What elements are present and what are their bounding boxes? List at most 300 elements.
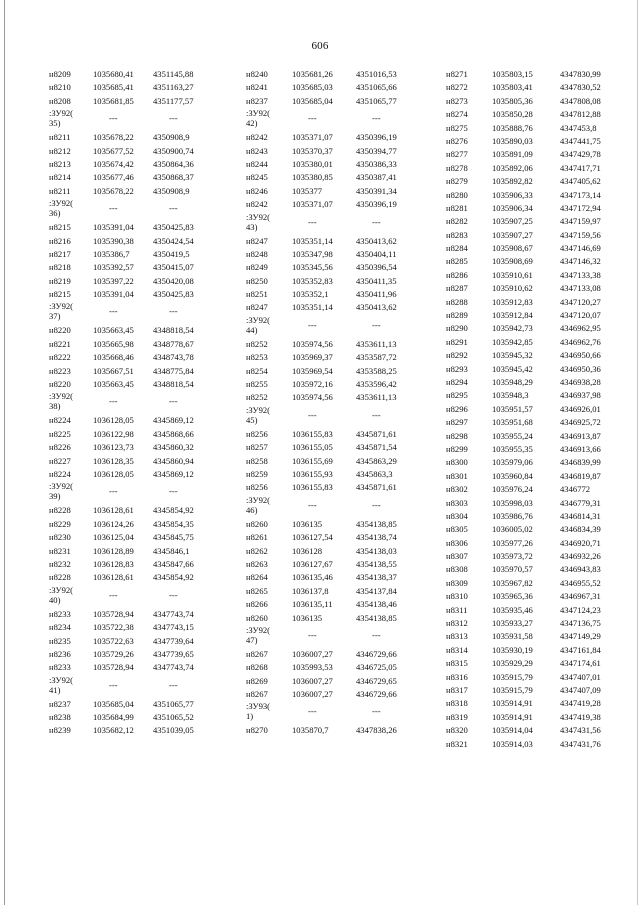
x-coordinate: 1035965,36: [492, 591, 533, 602]
point-row: [446, 122, 636, 135]
point-row: [446, 162, 636, 175]
point-row: [246, 378, 441, 391]
y-coordinate: 4347124,23: [560, 604, 601, 615]
point-row: [246, 198, 441, 211]
y-coordinate: ---: [372, 409, 381, 420]
point-row: [49, 288, 234, 301]
x-coordinate: 1036128,89: [93, 545, 134, 556]
x-coordinate: 1036127,67: [292, 558, 333, 569]
point-row: [49, 621, 234, 634]
point-label: н8284: [446, 243, 468, 254]
point-label: н8269: [246, 675, 268, 686]
point-label: н8216: [49, 235, 71, 246]
point-label: н8248: [246, 248, 268, 259]
y-coordinate: 4350396,19: [356, 132, 397, 143]
y-coordinate: 4347417,71: [560, 162, 601, 173]
point-row: [446, 189, 636, 202]
point-label: н8233: [49, 662, 71, 673]
parcel-label: :ЗУ92( 39): [49, 481, 74, 502]
point-label: н8250: [246, 275, 268, 286]
point-row: [446, 349, 636, 362]
point-label: н8287: [446, 283, 468, 294]
x-coordinate: 1035955,24: [492, 430, 533, 441]
point-row: [246, 248, 441, 261]
point-label: н8313: [446, 631, 468, 642]
point-label: н8263: [246, 558, 268, 569]
point-row: [446, 550, 636, 563]
point-label: н8224: [49, 415, 71, 426]
y-coordinate: ---: [372, 499, 381, 510]
y-coordinate: 4348818,54: [153, 325, 194, 336]
point-row: [446, 376, 636, 389]
point-label: н8249: [246, 262, 268, 273]
point-label: н8209: [49, 69, 71, 79]
y-coordinate: 4346955,52: [560, 577, 601, 588]
y-coordinate: 4350387,41: [356, 172, 397, 183]
y-coordinate: 4347419,28: [560, 698, 601, 709]
point-label: н8301: [446, 470, 468, 481]
y-coordinate: 4348818,54: [153, 379, 194, 390]
y-coordinate: 4350908,9: [153, 185, 190, 196]
y-coordinate: 4348743,78: [153, 352, 194, 363]
coordinates-column-2: [246, 68, 441, 738]
point-label: н8259: [246, 468, 268, 479]
x-coordinate: 1036135,11: [292, 599, 333, 610]
x-coordinate: 1035391,04: [93, 289, 134, 300]
point-label: н8230: [49, 532, 71, 543]
point-row: [446, 563, 636, 576]
y-coordinate: 4348778,67: [153, 338, 194, 349]
point-row: [446, 148, 636, 161]
x-coordinate: 1036128,83: [93, 558, 134, 569]
parcel-header-row: [49, 108, 234, 131]
y-coordinate: 4346729,66: [356, 689, 397, 700]
point-label: н8297: [446, 417, 468, 428]
point-label: н8253: [246, 352, 268, 363]
y-coordinate: ---: [169, 486, 178, 497]
point-label: н8305: [446, 524, 468, 535]
parcel-label: :ЗУ92( 36): [49, 198, 74, 219]
point-row: [446, 537, 636, 550]
point-row: [446, 68, 636, 81]
point-row: [49, 504, 234, 517]
x-coordinate: 1035870,7: [292, 725, 329, 736]
x-coordinate: ---: [308, 113, 317, 124]
point-label: н8268: [246, 662, 268, 673]
y-coordinate: 4347149,29: [560, 631, 601, 642]
y-coordinate: 4351065,52: [153, 712, 194, 723]
x-coordinate: 1035667,51: [93, 365, 134, 376]
point-row: [246, 235, 441, 248]
x-coordinate: 1035907,25: [492, 216, 533, 227]
y-coordinate: 4350411,96: [356, 289, 397, 300]
y-coordinate: ---: [169, 113, 178, 124]
point-row: [446, 443, 636, 456]
page-edge-right: [637, 0, 638, 905]
point-label: н8218: [49, 262, 71, 273]
point-row: [49, 275, 234, 288]
point-row: [49, 648, 234, 661]
parcel-label: :ЗУ92( 47): [246, 624, 271, 645]
point-row: [446, 269, 636, 282]
point-label: н8241: [246, 82, 268, 93]
y-coordinate: 4350396,19: [356, 199, 397, 210]
y-coordinate: 4347159,97: [560, 216, 601, 227]
point-row: [49, 95, 234, 108]
x-coordinate: 1035931,58: [492, 631, 533, 642]
x-coordinate: 1035380,01: [292, 158, 333, 169]
y-coordinate: 4346967,31: [560, 591, 601, 602]
x-coordinate: 1036155,93: [292, 468, 333, 479]
y-coordinate: 4345845,75: [153, 532, 194, 543]
point-label: н8219: [49, 275, 71, 286]
x-coordinate: 1035910,61: [492, 269, 533, 280]
y-coordinate: 4353611,13: [356, 338, 397, 349]
y-coordinate: 4345854,92: [153, 505, 194, 516]
x-coordinate: 1035915,79: [492, 684, 533, 695]
x-coordinate: 1036125,04: [93, 532, 134, 543]
point-row: [446, 711, 636, 724]
y-coordinate: 4350900,74: [153, 145, 194, 156]
x-coordinate: 1035668,46: [93, 352, 134, 363]
x-coordinate: ---: [308, 409, 317, 420]
x-coordinate: 1035803,15: [492, 69, 533, 79]
point-row: [49, 324, 234, 337]
y-coordinate: 4346779,31: [560, 497, 601, 508]
point-label: н8210: [49, 82, 71, 93]
point-label: н8288: [446, 296, 468, 307]
point-label: н8215: [49, 289, 71, 300]
point-label: н8247: [246, 235, 268, 246]
point-label: н8316: [446, 671, 468, 682]
x-coordinate: 1035678,22: [93, 185, 134, 196]
y-coordinate: 4345846,1: [153, 545, 190, 556]
x-coordinate: ---: [308, 499, 317, 510]
point-label: н8271: [446, 69, 468, 79]
x-coordinate: 1035945,32: [492, 350, 533, 361]
point-label: н8242: [246, 199, 268, 210]
y-coordinate: 4345860,94: [153, 455, 194, 466]
point-label: н8217: [49, 248, 71, 259]
point-row: [246, 338, 441, 351]
x-coordinate: 1035914,91: [492, 698, 533, 709]
point-label: н8302: [446, 484, 468, 495]
point-row: [246, 68, 441, 81]
x-coordinate: 1036155,83: [292, 428, 333, 439]
y-coordinate: 4350424,54: [153, 235, 194, 246]
point-label: н8221: [49, 338, 71, 349]
y-coordinate: 4353588,25: [356, 365, 397, 376]
y-coordinate: 4354138,03: [356, 545, 397, 556]
y-coordinate: 4351065,77: [153, 698, 194, 709]
parcel-header-row: [246, 495, 441, 518]
x-coordinate: 1035951,68: [492, 417, 533, 428]
point-label: н8321: [446, 738, 468, 749]
point-row: [49, 635, 234, 648]
y-coordinate: 4350868,37: [153, 172, 194, 183]
point-row: [246, 288, 441, 301]
x-coordinate: 1035352,83: [292, 275, 333, 286]
point-label: н8274: [446, 109, 468, 120]
x-coordinate: ---: [109, 589, 118, 600]
point-row: [246, 518, 441, 531]
point-label: н8278: [446, 162, 468, 173]
x-coordinate: 1035945,42: [492, 363, 533, 374]
point-row: [246, 661, 441, 674]
x-coordinate: 1035681,85: [93, 95, 134, 106]
point-row: [246, 455, 441, 468]
point-label: н8276: [446, 135, 468, 146]
parcel-label: :ЗУ92( 40): [49, 584, 74, 605]
y-coordinate: 4350413,62: [356, 235, 397, 246]
point-label: н8291: [446, 336, 468, 347]
x-coordinate: 1036123,73: [93, 442, 134, 453]
y-coordinate: 4351145,88: [153, 69, 194, 79]
point-row: [446, 416, 636, 429]
point-label: н8272: [446, 82, 468, 93]
point-row: [446, 671, 636, 684]
y-coordinate: 4350394,77: [356, 145, 397, 156]
y-coordinate: 4347419,38: [560, 711, 601, 722]
point-label: н8283: [446, 229, 468, 240]
point-row: [446, 644, 636, 657]
y-coordinate: 4347431,76: [560, 738, 601, 749]
point-label: н8244: [246, 158, 268, 169]
point-row: [446, 296, 636, 309]
point-row: [446, 697, 636, 710]
point-label: н8239: [49, 725, 71, 736]
point-label: н8211: [49, 185, 71, 196]
point-row: [49, 545, 234, 558]
y-coordinate: 4347431,56: [560, 725, 601, 736]
x-coordinate: 1035390,38: [93, 235, 134, 246]
x-coordinate: ---: [109, 113, 118, 124]
x-coordinate: 1035915,79: [492, 671, 533, 682]
point-row: [446, 389, 636, 402]
point-row: [446, 483, 636, 496]
x-coordinate: 1035682,12: [93, 725, 134, 736]
x-coordinate: 1035803,41: [492, 82, 533, 93]
x-coordinate: 1035371,07: [292, 199, 333, 210]
point-row: [446, 255, 636, 268]
x-coordinate: ---: [109, 396, 118, 407]
point-label: н8270: [246, 725, 268, 736]
x-coordinate: 1035663,45: [93, 379, 134, 390]
x-coordinate: 1035929,29: [492, 658, 533, 669]
point-label: н8299: [446, 443, 468, 454]
point-row: [446, 215, 636, 228]
parcel-label: :ЗУ92( 42): [246, 108, 271, 129]
x-coordinate: 1035386,7: [93, 248, 130, 259]
y-coordinate: 4346925,72: [560, 417, 601, 428]
x-coordinate: ---: [109, 306, 118, 317]
point-row: [246, 545, 441, 558]
y-coordinate: 4347743,74: [153, 662, 194, 673]
y-coordinate: 4346819,87: [560, 470, 601, 481]
point-row: [246, 688, 441, 701]
x-coordinate: 1035351,14: [292, 302, 333, 313]
point-row: [446, 523, 636, 536]
y-coordinate: 4350908,9: [153, 132, 190, 143]
y-coordinate: 4345871,54: [356, 442, 397, 453]
x-coordinate: 1036128,61: [93, 505, 134, 516]
x-coordinate: 1035665,98: [93, 338, 134, 349]
point-row: [49, 235, 234, 248]
y-coordinate: 4347429,78: [560, 149, 601, 160]
y-coordinate: 4345854,35: [153, 518, 194, 529]
point-label: н8318: [446, 698, 468, 709]
point-row: [446, 282, 636, 295]
y-coordinate: 4354138,85: [356, 612, 397, 623]
y-coordinate: 4347453,8: [560, 122, 597, 133]
point-row: [246, 185, 441, 198]
y-coordinate: 4346913,66: [560, 443, 601, 454]
y-coordinate: 4347830,99: [560, 69, 601, 79]
point-label: н8281: [446, 202, 468, 213]
y-coordinate: 4346938,28: [560, 376, 601, 387]
point-label: н8236: [49, 648, 71, 659]
point-row: [246, 724, 441, 737]
x-coordinate: ---: [308, 216, 317, 227]
point-label: н8254: [246, 365, 268, 376]
point-row: [446, 724, 636, 737]
y-coordinate: 4351163,27: [153, 82, 194, 93]
point-row: [446, 738, 636, 751]
x-coordinate: 1035912,83: [492, 296, 533, 307]
point-label: н8300: [446, 457, 468, 468]
y-coordinate: 4347173,14: [560, 189, 601, 200]
y-coordinate: 4354138,85: [356, 518, 397, 529]
point-label: н8208: [49, 95, 71, 106]
y-coordinate: ---: [372, 706, 381, 717]
x-coordinate: 1035397,22: [93, 275, 134, 286]
point-row: [446, 684, 636, 697]
point-row: [446, 229, 636, 242]
point-label: н8286: [446, 269, 468, 280]
x-coordinate: 1035914,03: [492, 738, 533, 749]
x-coordinate: 1035678,22: [93, 132, 134, 143]
point-row: [246, 468, 441, 481]
y-coordinate: ---: [372, 216, 381, 227]
point-row: [49, 711, 234, 724]
point-row: [49, 571, 234, 584]
point-label: н8246: [246, 185, 268, 196]
point-row: [49, 455, 234, 468]
y-coordinate: 4346950,66: [560, 350, 601, 361]
x-coordinate: 1035685,41: [93, 82, 134, 93]
parcel-header-row: [246, 701, 441, 724]
point-row: [246, 171, 441, 184]
x-coordinate: 1035974,56: [292, 392, 333, 403]
point-label: н8298: [446, 430, 468, 441]
x-coordinate: ---: [109, 203, 118, 214]
point-row: [246, 158, 441, 171]
x-coordinate: 1035345,56: [292, 262, 333, 273]
y-coordinate: 4347739,64: [153, 635, 194, 646]
x-coordinate: 1036124,26: [93, 518, 134, 529]
x-coordinate: 1035391,04: [93, 222, 134, 233]
point-row: [246, 558, 441, 571]
point-label: н8319: [446, 711, 468, 722]
x-coordinate: 1035684,99: [93, 712, 134, 723]
x-coordinate: 1035930,19: [492, 644, 533, 655]
point-row: [446, 81, 636, 94]
page-edge-left: [4, 0, 5, 905]
point-row: [446, 202, 636, 215]
point-row: [49, 248, 234, 261]
x-coordinate: 1035907,27: [492, 229, 533, 240]
point-row: [49, 698, 234, 711]
point-row: [246, 675, 441, 688]
point-label: н8215: [49, 222, 71, 233]
point-label: н8258: [246, 455, 268, 466]
point-row: [49, 68, 234, 81]
parcel-header-row: [246, 108, 441, 131]
point-row: [246, 365, 441, 378]
y-coordinate: 4353611,13: [356, 392, 397, 403]
point-row: [246, 145, 441, 158]
x-coordinate: 1035969,54: [292, 365, 333, 376]
point-label: н8238: [49, 712, 71, 723]
point-label: н8228: [49, 572, 71, 583]
y-coordinate: 4348775,84: [153, 365, 194, 376]
x-coordinate: 1035681,26: [292, 69, 333, 79]
point-row: [49, 221, 234, 234]
point-label: н8227: [49, 455, 71, 466]
y-coordinate: 4345863,29: [356, 455, 397, 466]
x-coordinate: 1036155,05: [292, 442, 333, 453]
y-coordinate: 4345871,61: [356, 428, 397, 439]
x-coordinate: 1035967,82: [492, 577, 533, 588]
x-coordinate: ---: [109, 679, 118, 690]
point-row: [49, 558, 234, 571]
x-coordinate: 1035850,28: [492, 109, 533, 120]
y-coordinate: 4347161,84: [560, 644, 601, 655]
y-coordinate: 4347133,38: [560, 269, 601, 280]
y-coordinate: 4346950,36: [560, 363, 601, 374]
y-coordinate: 4353596,42: [356, 379, 397, 390]
y-coordinate: ---: [169, 396, 178, 407]
point-label: н8232: [49, 558, 71, 569]
x-coordinate: 1036007,27: [292, 648, 333, 659]
parcel-label: :ЗУ92( 37): [49, 301, 74, 322]
point-row: [446, 590, 636, 603]
x-coordinate: 1035914,04: [492, 725, 533, 736]
point-row: [246, 598, 441, 611]
parcel-header-row: [246, 315, 441, 338]
x-coordinate: 1036155,83: [292, 482, 333, 493]
x-coordinate: 1035906,33: [492, 189, 533, 200]
x-coordinate: 1035728,94: [93, 662, 134, 673]
point-label: н8275: [446, 122, 468, 133]
point-row: [246, 261, 441, 274]
point-row: [446, 175, 636, 188]
parcel-header-row: [49, 301, 234, 324]
point-label: н8290: [446, 323, 468, 334]
point-label: н8233: [49, 608, 71, 619]
x-coordinate: 1036128,05: [93, 415, 134, 426]
point-row: [446, 430, 636, 443]
y-coordinate: 4351039,05: [153, 725, 194, 736]
y-coordinate: 4350391,34: [356, 185, 397, 196]
point-row: [446, 363, 636, 376]
point-row: [49, 661, 234, 674]
point-row: [49, 414, 234, 427]
y-coordinate: 4347133,08: [560, 283, 601, 294]
point-row: [446, 135, 636, 148]
y-coordinate: 4347812,88: [560, 109, 601, 120]
point-label: н8317: [446, 684, 468, 695]
